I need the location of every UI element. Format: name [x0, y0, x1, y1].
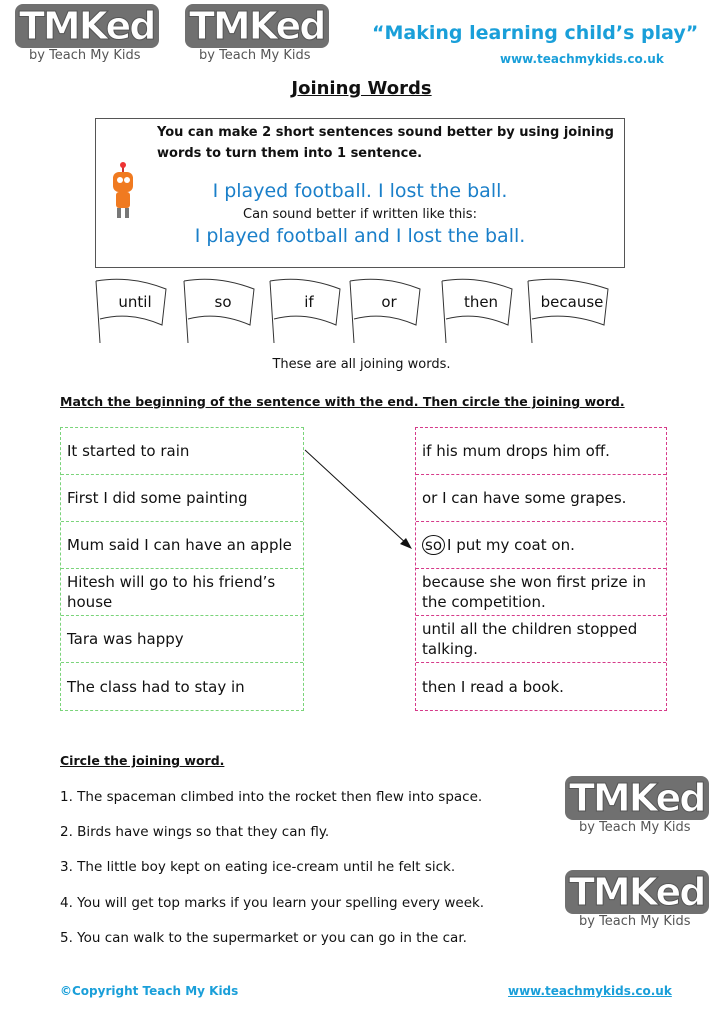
watermark-logo: TMKed	[15, 4, 159, 48]
watermark-by: by Teach My Kids	[29, 48, 141, 63]
section-heading: Circle the joining word.	[60, 753, 225, 768]
flag-label: then	[463, 293, 499, 311]
flag-so	[178, 275, 258, 345]
page-title: Joining Words	[291, 78, 432, 99]
flag-or	[344, 275, 424, 345]
question-2: 2. Birds have wings so that they can fly.	[60, 824, 330, 840]
flag-then	[436, 275, 516, 345]
beginning-cell[interactable]: Hitesh will go to his friend’s house	[61, 569, 303, 616]
watermark-by: by Teach My Kids	[579, 820, 691, 835]
watermark-by: by Teach My Kids	[579, 914, 691, 929]
watermark-logo: TMKed	[565, 776, 709, 820]
beginning-cell[interactable]: Tara was happy	[61, 616, 303, 663]
ending-cell[interactable]: or I can have some grapes.	[416, 475, 666, 522]
ending-cell[interactable]: if his mum drops him off.	[416, 428, 666, 475]
footer-url[interactable]: www.teachmykids.co.uk	[508, 984, 672, 998]
beginning-cell[interactable]: Mum said I can have an apple	[61, 522, 303, 569]
watermark	[565, 870, 715, 934]
matching-instruction: Match the beginning of the sentence with the end. Then circle the joining word.	[60, 394, 625, 409]
question-3: 3. The little boy kept on eating ice-cream until he felt sick.	[60, 859, 456, 875]
circled-joining-word: so	[422, 535, 445, 555]
tagline: “Making learning child’s play”	[372, 22, 699, 44]
question-5: 5. You can walk to the supermarket or you can go in the car.	[60, 930, 467, 946]
ending-text: I put my coat on.	[447, 536, 575, 554]
example-connector: Can sound better if written like this:	[243, 207, 477, 222]
flag-if	[264, 275, 344, 345]
flags-caption: These are all joining words.	[272, 357, 451, 372]
beginning-cell[interactable]: First I did some painting	[61, 475, 303, 522]
question-4: 4. You will get top marks if you learn your spelling every week.	[60, 895, 485, 911]
question-1: 1. The spaceman climbed into the rocket then flew into space.	[60, 789, 483, 805]
sentence-beginnings	[60, 427, 304, 711]
watermark-logo: TMKed	[185, 4, 329, 48]
flag-label: until	[118, 293, 152, 311]
flag-until	[90, 275, 170, 345]
flag-label: or	[381, 293, 397, 311]
ending-cell[interactable]: then I read a book.	[422, 677, 564, 696]
flag-label: because	[540, 293, 604, 311]
ending-cell[interactable]: because she won first prize in the competition.	[416, 569, 666, 616]
sentence-endings	[415, 427, 667, 711]
flag-label: if	[304, 293, 314, 311]
footer-copyright: ©Copyright Teach My Kids	[60, 984, 239, 998]
beginning-cell[interactable]: It started to rain	[61, 428, 303, 475]
watermark	[565, 776, 715, 840]
watermark	[185, 4, 335, 68]
watermark-by: by Teach My Kids	[199, 48, 311, 63]
example-before: I played football. I lost the ball.	[212, 180, 508, 202]
ending-cell[interactable]	[416, 522, 666, 569]
flag-because	[522, 275, 612, 345]
example-after: I played football and I lost the ball.	[194, 225, 526, 247]
watermark-logo: TMKed	[565, 870, 709, 914]
watermark	[15, 4, 165, 68]
ending-cell[interactable]: until all the children stopped talking.	[416, 616, 666, 663]
match-arrow	[300, 445, 420, 555]
beginning-cell[interactable]: The class had to stay in	[67, 677, 245, 696]
intro-text: You can make 2 short sentences sound better by using joining words to turn them into 1 sentence.	[157, 125, 614, 161]
flag-label: so	[214, 293, 232, 311]
header-url[interactable]: www.teachmykids.co.uk	[500, 52, 664, 66]
